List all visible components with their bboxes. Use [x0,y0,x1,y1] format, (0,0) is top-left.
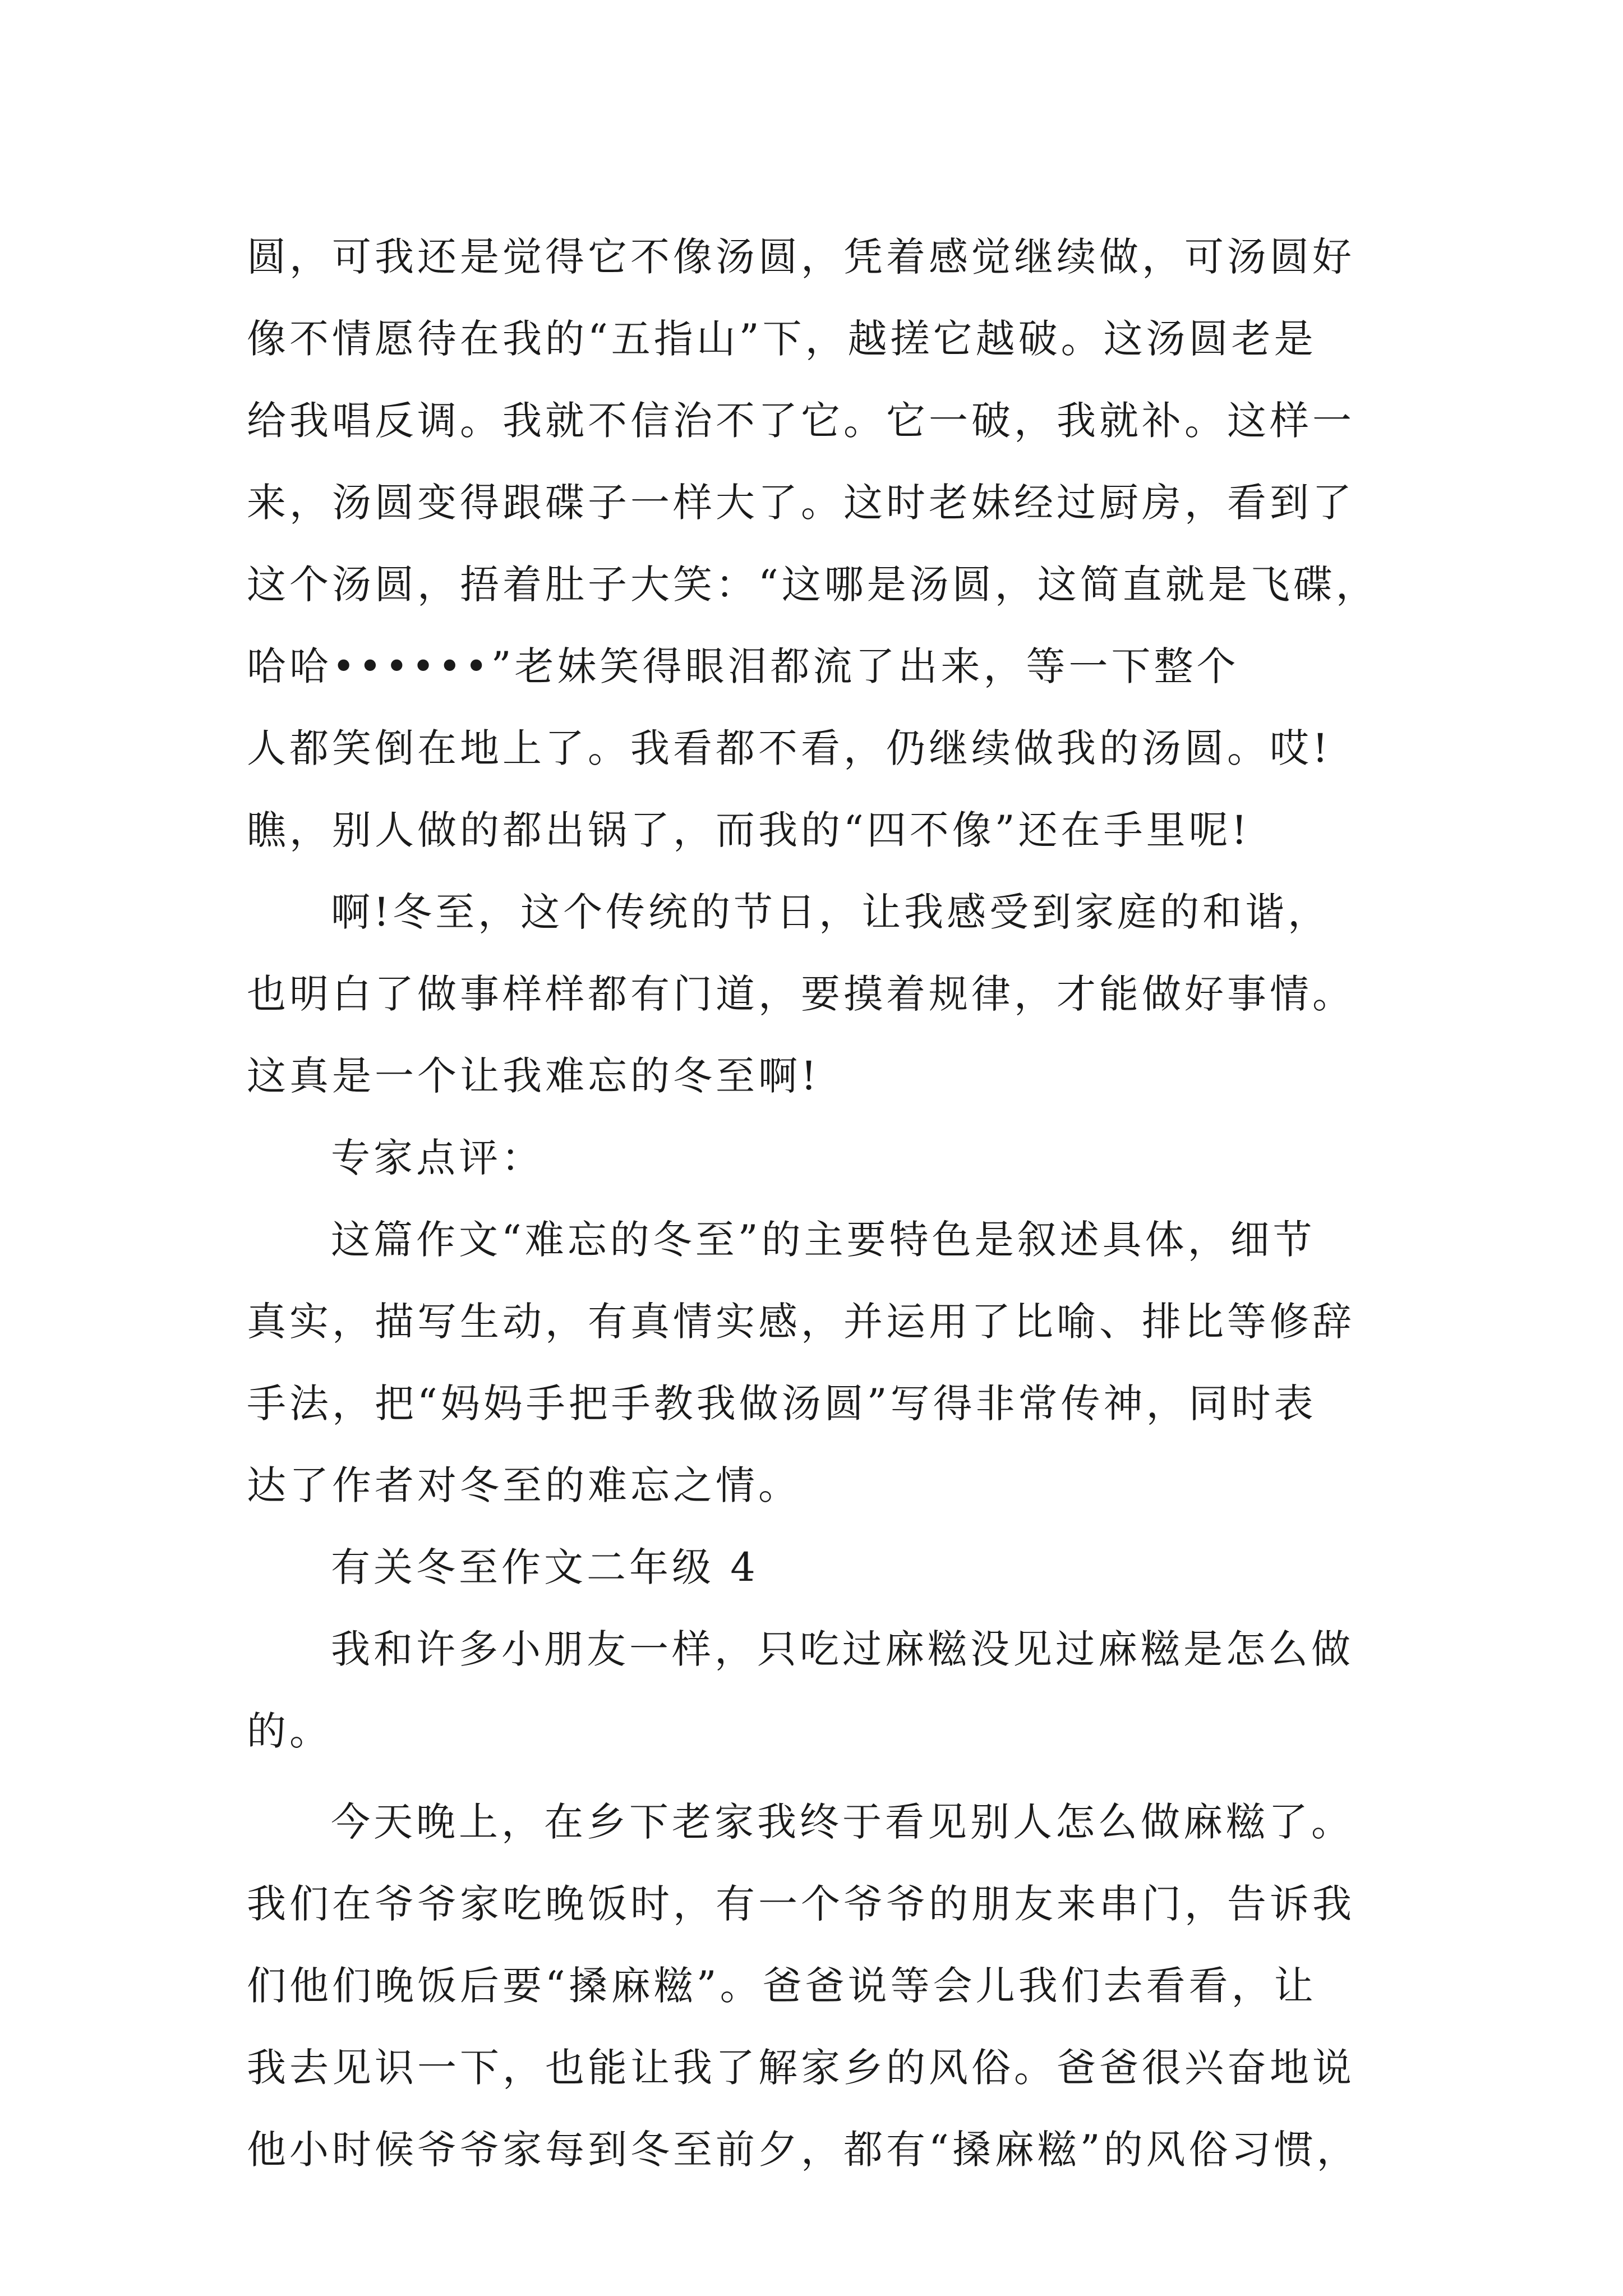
text-line: 手法，把“妈妈手把手教我做汤圆”写得非常传神，同时表 [247,1381,1317,1427]
text-line: 哈哈••••••”老妹笑得眼泪都流了出来，等一下整个 [247,643,1239,689]
text-line: 的。 [247,1708,332,1754]
text-line: 瞧，别人做的都出锅了，而我的“四不像”还在手里呢! [247,807,1251,853]
review-heading: 专家点评： [331,1135,544,1181]
text-line: 也明白了做事样样都有门道，要摸着规律，才能做好事情。 [247,971,1355,1017]
text-line: 这真是一个让我难忘的冬至啊! [247,1053,820,1099]
paragraph-start-line: 今天晚上，在乡下老家我终于看见别人怎么做麻糍了。 [331,1799,1354,1845]
paragraph-gap [247,1772,1391,1781]
text-line: 们他们晚饭后要“搡麻糍”。爸爸说等会儿我们去看看，让 [247,1963,1317,2009]
text-line: 这个汤圆，捂着肚子大笑：“这哪是汤圆，这简直就是飞碟， [247,562,1378,608]
essay-title: 有关冬至作文二年级 4 [331,1544,759,1590]
text-line: 给我唱反调。我就不信治不了它。它一破，我就补。这样一 [247,398,1355,444]
document-body [247,216,1391,2191]
text-line: 人都笑倒在地上了。我看都不看，仍继续做我的汤圆。哎! [247,725,1332,771]
text-line: 来，汤圆变得跟碟子一样大了。这时老妹经过厨房，看到了 [247,480,1355,526]
text-line: 我们在爷爷家吃晚饭时，有一个爷爷的朋友来串门，告诉我 [247,1881,1355,1927]
text-line: 真实，描写生动，有真情实感，并运用了比喻、排比等修辞 [247,1299,1355,1345]
text-line: 达了作者对冬至的难忘之情。 [247,1462,801,1508]
paragraph-start-line: 我和许多小朋友一样，只吃过麻糍没见过麻糍是怎么做 [331,1626,1354,1672]
text-line: 我去见识一下，也能让我了解家乡的风俗。爸爸很兴奋地说 [247,2045,1355,2091]
paragraph-start-line: 这篇作文“难忘的冬至”的主要特色是叙述具体，细节 [331,1217,1316,1263]
paragraph-start-line: 啊!冬至，这个传统的节日，让我感受到家庭的和谐， [331,889,1331,935]
text-line: 圆，可我还是觉得它不像汤圆，凭着感觉继续做，可汤圆好 [247,234,1355,280]
text-line: 他小时候爷爷家每到冬至前夕，都有“搡麻糍”的风俗习惯， [247,2127,1359,2173]
text-line: 像不情愿待在我的“五指山”下，越搓它越破。这汤圆老是 [247,316,1317,362]
